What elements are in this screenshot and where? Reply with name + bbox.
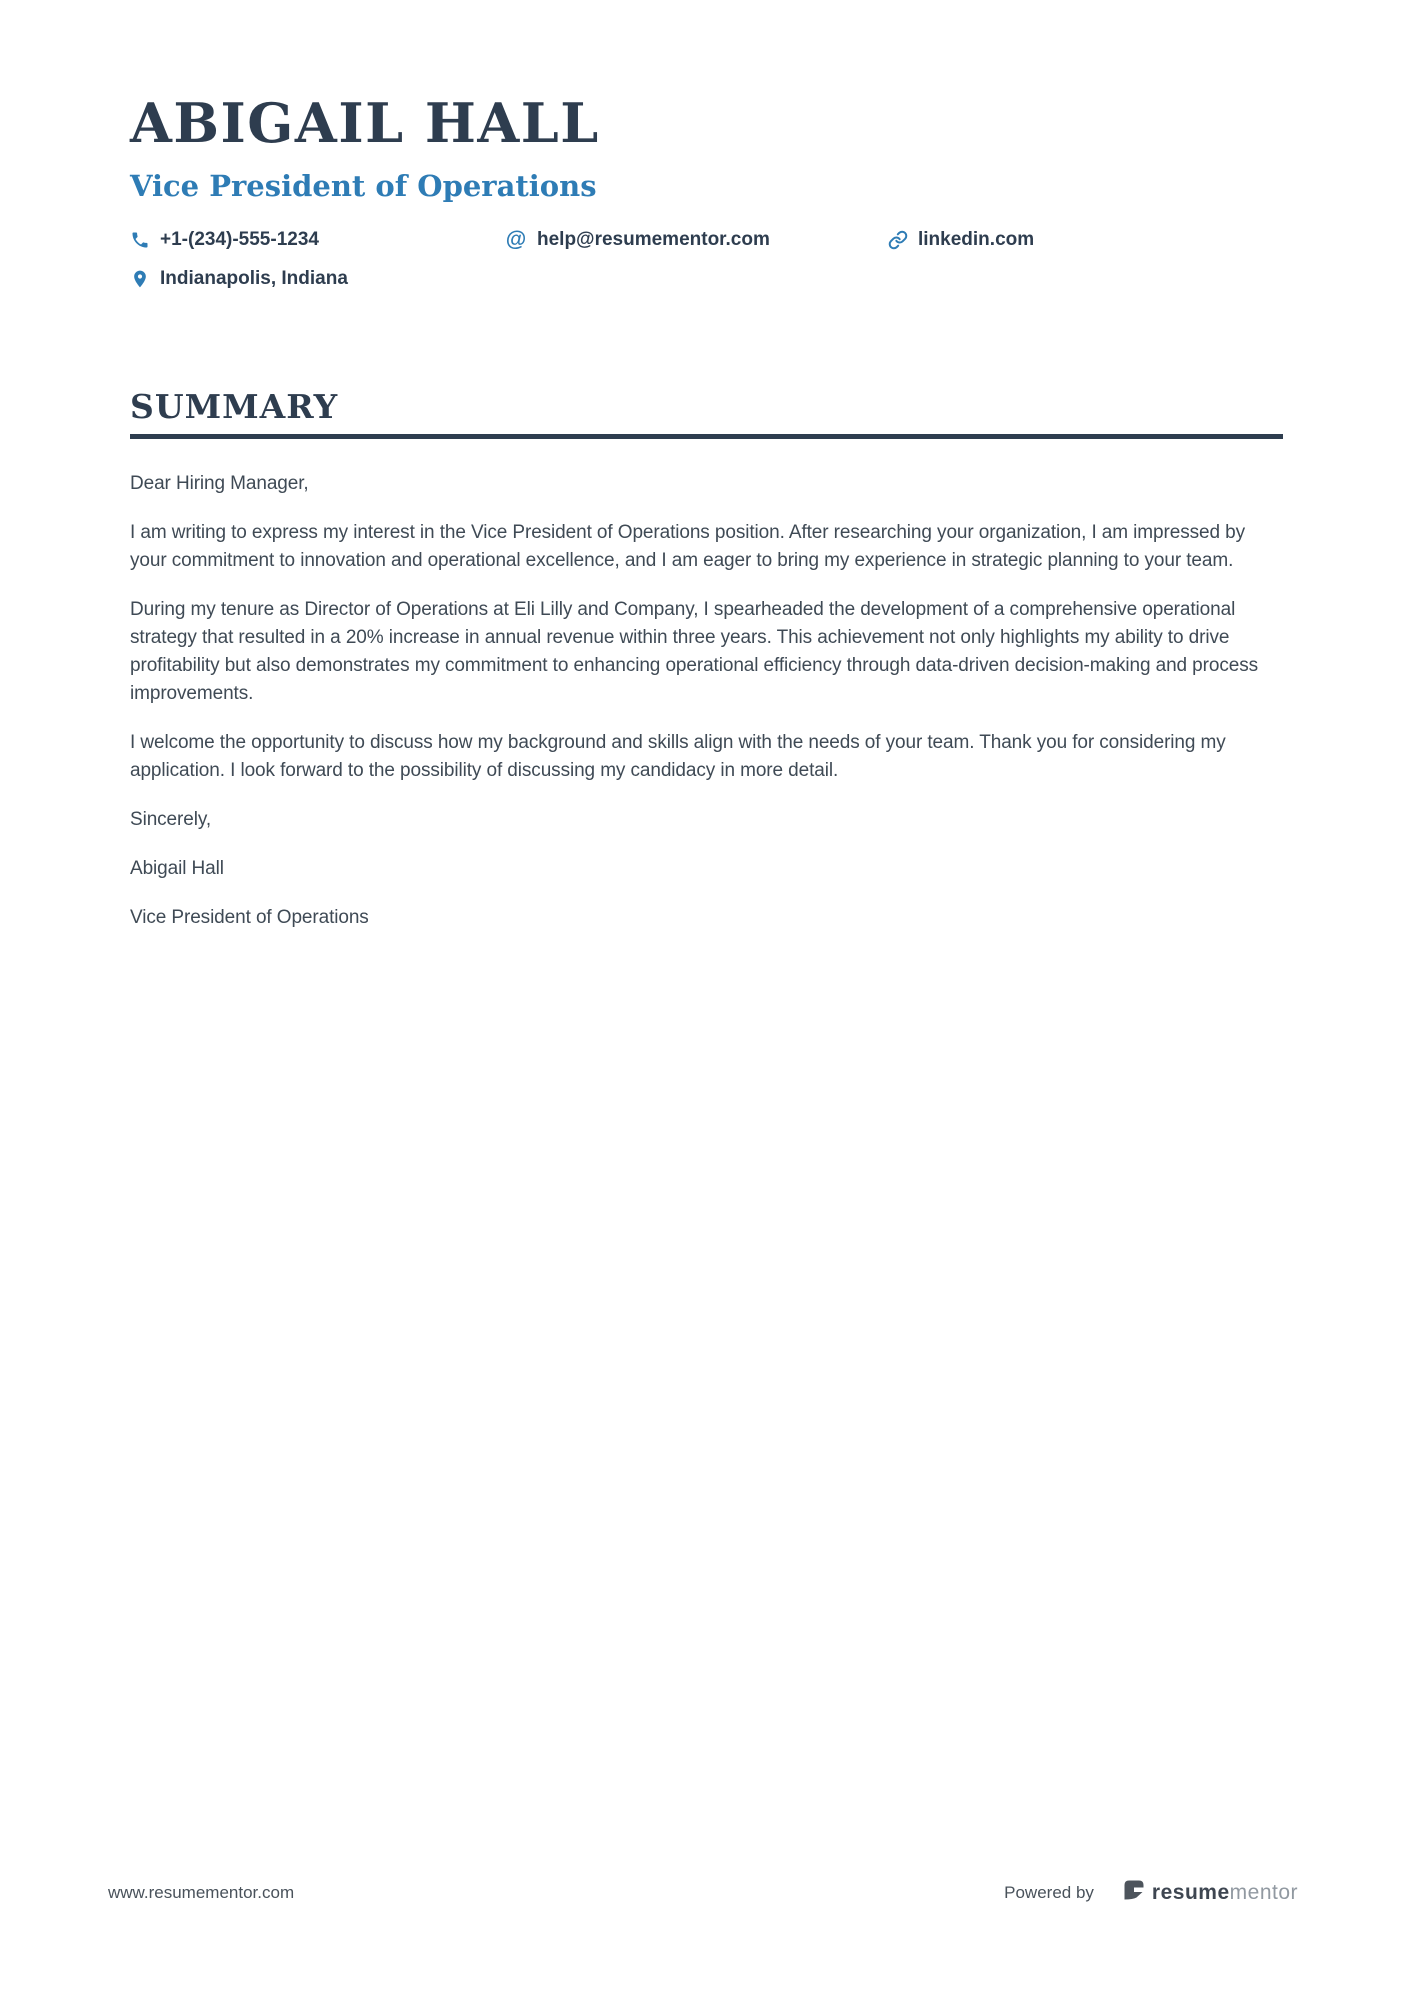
salutation: Dear Hiring Manager,	[130, 473, 309, 494]
letter-header	[130, 91, 1283, 290]
page-content	[0, 0, 1410, 932]
location-contact	[130, 268, 505, 290]
email-contact[interactable]	[505, 229, 888, 251]
resumementor-logo-text	[1152, 1881, 1298, 1905]
letter-body	[130, 470, 1283, 932]
contact-info	[130, 229, 1283, 290]
candidate-name: ABIGAIL HALL	[130, 91, 600, 155]
paragraph-closing: I welcome the opportunity to discuss how my background and skills align with the needs of your team. Thank you for considering my application. I look forward to the possibility of discussing my candidacy in more detail.	[130, 732, 1226, 781]
email-address: help@resumementor.com	[537, 229, 770, 250]
summary-heading: SUMMARY	[130, 387, 339, 426]
resumementor-logo-icon	[1122, 1878, 1146, 1907]
page-footer	[108, 1878, 1298, 1907]
signature-name: Abigail Hall	[130, 858, 224, 879]
powered-by-group	[1004, 1878, 1298, 1907]
resumementor-logo[interactable]	[1122, 1878, 1298, 1907]
location-icon	[130, 269, 150, 289]
phone-icon	[130, 230, 150, 250]
at-icon: @	[505, 228, 527, 251]
location-text: Indianapolis, Indiana	[160, 268, 348, 289]
link-icon	[888, 230, 908, 250]
phone-contact[interactable]	[130, 229, 505, 251]
paragraph-experience: During my tenure as Director of Operations at Eli Lilly and Company, I spearheaded the development of a comprehensive operational strategy that resulted in a 20% increase in annual revenue within three years. This achievement not only highlights my ability to drive profitability but also demonstrates my commitment to enhancing operational efficiency through data-driven decision-making and process improvements.	[130, 599, 1259, 704]
candidate-job-title: Vice President of Operations	[130, 169, 597, 203]
section-divider	[130, 434, 1283, 439]
brand-mentor: mentor	[1229, 1880, 1298, 1904]
signature-title: Vice President of Operations	[130, 907, 369, 928]
powered-by-label: Powered by	[1004, 1882, 1094, 1902]
linkedin-contact[interactable]	[888, 229, 1283, 251]
footer-website-link[interactable]: www.resumementor.com	[108, 1882, 295, 1902]
linkedin-url: linkedin.com	[918, 229, 1035, 250]
phone-number: +1-(234)-555-1234	[160, 229, 319, 250]
summary-section	[130, 387, 1283, 932]
paragraph-intro: I am writing to express my interest in the Vice President of Operations position. After researching your organization, I am impressed by your commitment to innovation and operational excellence, and I am eager to bring my experience in strategic planning to your team.	[130, 522, 1245, 571]
brand-resume: resume	[1151, 1880, 1230, 1904]
sign-off: Sincerely,	[130, 809, 212, 830]
